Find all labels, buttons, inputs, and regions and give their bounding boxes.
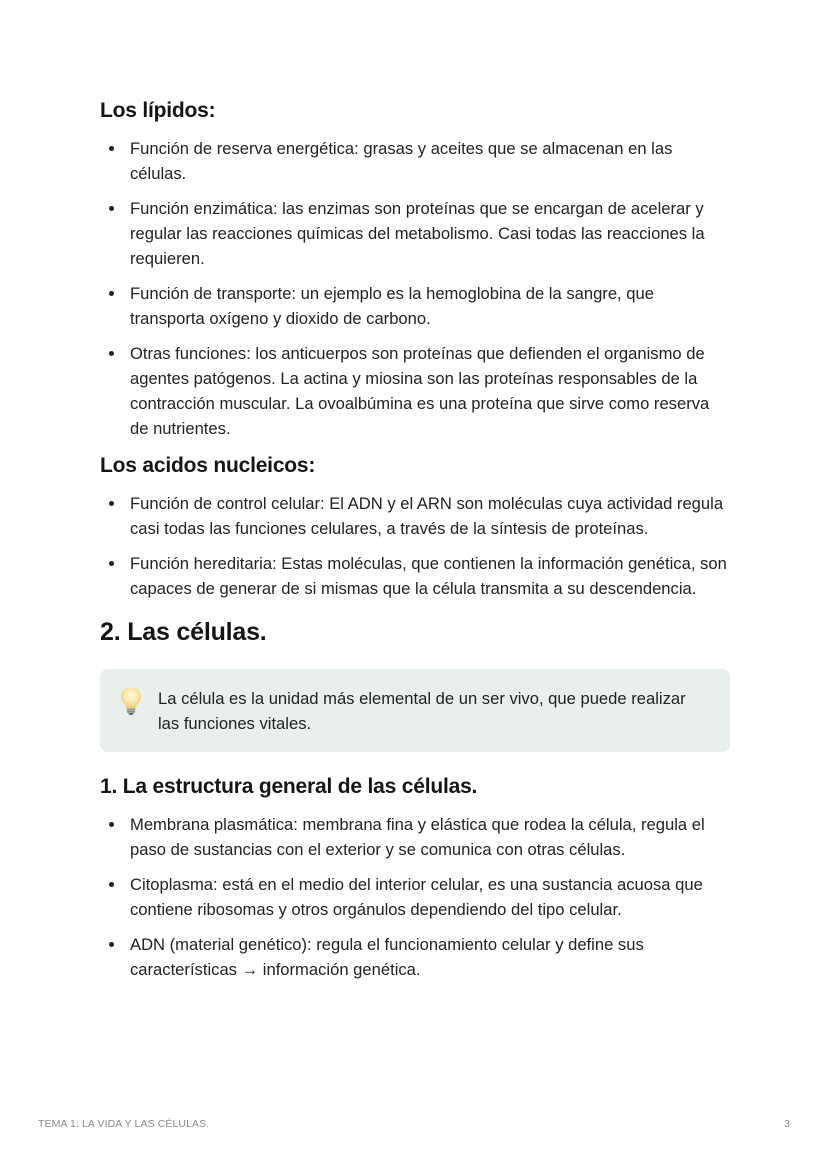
callout-box (100, 669, 730, 752)
lipidos-heading: Los lípidos: (100, 99, 216, 122)
bullet-icon (109, 206, 114, 211)
page-number: 3 (784, 1118, 790, 1130)
list-item-text: Función de control celular: El ADN y el ARN son moléculas cuya actividad regula casi todas las funciones celulares, a través de la síntesis de proteínas. (130, 494, 724, 538)
bullet-icon (109, 882, 114, 887)
bullet-icon (109, 822, 114, 827)
list-item (100, 281, 730, 331)
list-item-text: Otras funciones: los anticuerpos son proteínas que defienden el organismo de agentes patógenos. La actina y miosina son las proteínas responsables de la contracción muscular. La ovoalbúmina es una proteína que sirve como reserva de nutrientes. (130, 344, 710, 438)
bullet-icon (109, 146, 114, 151)
list-item-text: Función enzimática: las enzimas son proteínas que se encargan de acelerar y regular las reacciones químicas del metabolismo. Casi todas las reacciones la requieren. (130, 199, 705, 268)
bullet-icon (109, 561, 114, 566)
list-item (100, 196, 730, 271)
acidos-nucleicos-list (100, 491, 730, 601)
celulas-heading: 2. Las células. (100, 618, 267, 646)
list-item (100, 812, 730, 862)
list-item (100, 491, 730, 541)
list-item (100, 341, 730, 441)
callout-text: La célula es la unidad más elemental de un ser vivo, que puede realizar las funciones vitales. (158, 689, 686, 733)
list-item-text: Función hereditaria: Estas moléculas, que contienen la información genética, son capaces de generar de si mismas que la célula transmita a su descendencia. (130, 554, 727, 598)
bullet-icon (109, 501, 114, 506)
acidos-nucleicos-heading: Los acidos nucleicos: (100, 454, 316, 477)
footer-title: TEMA 1: LA VIDA Y LAS CÉLULAS. (38, 1118, 210, 1130)
list-item-text: Función de transporte: un ejemplo es la hemoglobina de la sangre, que transporta oxígeno y dioxido de carbono. (130, 284, 654, 328)
list-item (100, 551, 730, 601)
estructura-list (100, 812, 730, 982)
page-content (100, 96, 730, 992)
list-item-text: ADN (material genético): regula el funcionamiento celular y define sus características → información genética. (130, 935, 644, 979)
estructura-section (100, 772, 730, 982)
list-item (100, 872, 730, 922)
list-item (100, 136, 730, 186)
list-item-text: Función de reserva energética: grasas y aceites que se almacenan en las células. (130, 139, 673, 183)
estructura-heading: 1. La estructura general de las células. (100, 775, 478, 798)
bullet-icon (109, 942, 114, 947)
bullet-icon (109, 351, 114, 356)
lipidos-section (100, 96, 730, 441)
acidos-nucleicos-section (100, 451, 730, 601)
celulas-section (100, 615, 730, 752)
list-item-text: Citoplasma: está en el medio del interior celular, es una sustancia acuosa que contiene ribosomas y otros orgánulos dependiendo del tipo celular. (130, 875, 703, 919)
bullet-icon (109, 291, 114, 296)
list-item (100, 932, 730, 982)
lipidos-list (100, 136, 730, 441)
list-item-text: Membrana plasmática: membrana fina y elástica que rodea la célula, regula el paso de sustancias con el exterior y se comunica con otras células. (130, 815, 705, 859)
lightbulb-icon (118, 686, 144, 716)
